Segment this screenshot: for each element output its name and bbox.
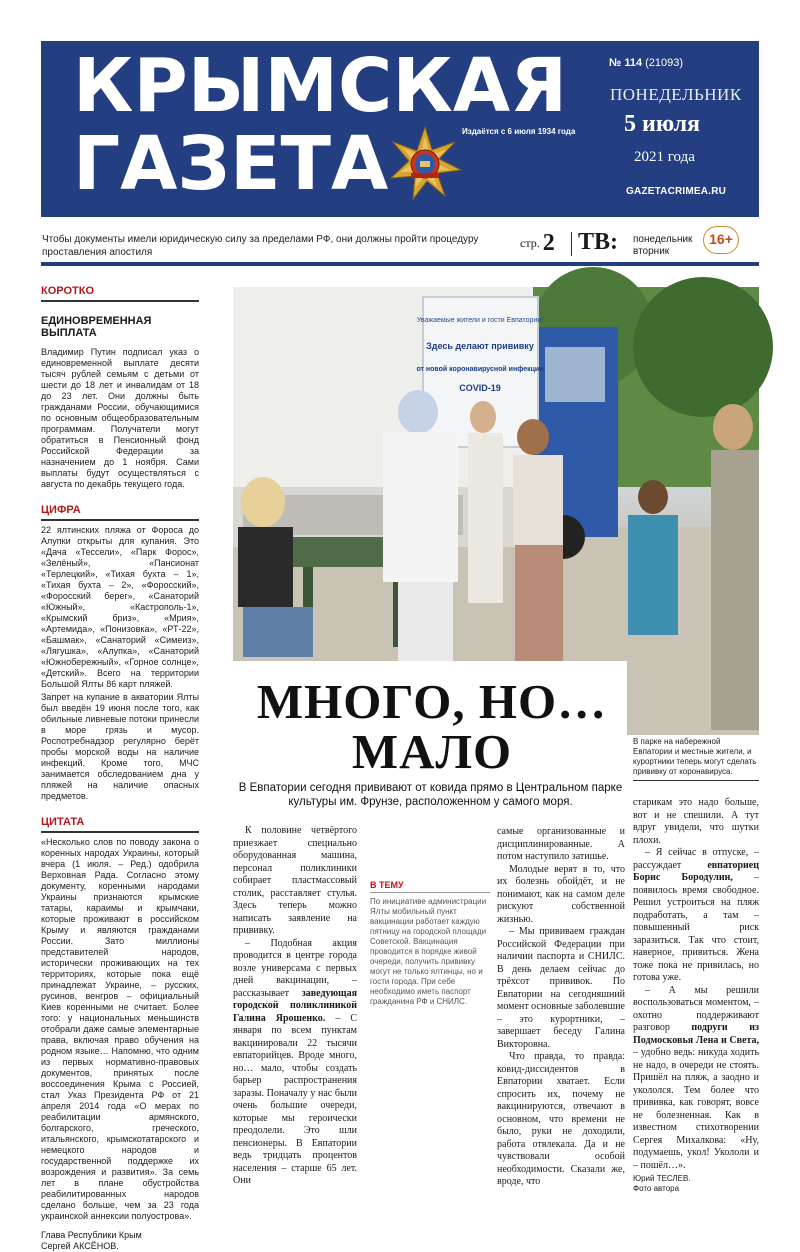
- article-column-2: самые организованные и дисциплинированные. А потом наступило затишье. Молодые верят в то, что их болезнь обойдёт, и не понимают, как на самом деле рискуют собственной жизнью. – Мы прививаем граждан Российской Федерации при наличии паспорта и СНИЛС. В день делаем сейчас до трёхсот прививок. По Евпатории на сегодняшний момент основные заболевшие – это курортники, – завершает беседу Галина Викторовна. Что правда, то правда: ковид-диссидентов в Евпатории хватает. Если спросить их, почему не вакцинируются, отвечают в основном, что времени не было, руки не доходили, работа отвлекала. Да и не чувствовали особой необходимости. Сказали же, вроде, что: [497, 826, 625, 1187]
- page-reference[interactable]: стр. 2: [520, 230, 555, 256]
- banner-line-1: Уважаемые жители и гости Евпатории!: [416, 317, 544, 324]
- tv-label[interactable]: ТВ:: [578, 229, 619, 255]
- banner-line-2: Здесь делают прививку: [426, 341, 534, 351]
- age-rating-badge: 16+: [703, 226, 739, 254]
- order-star-emblem-icon: [386, 125, 464, 203]
- section-label-citata: ЦИТАТА: [41, 816, 199, 833]
- issue-date: 5 июля: [624, 111, 701, 137]
- tv-days[interactable]: [633, 234, 692, 258]
- newspaper-title-line1: КРЫМСКАЯ: [73, 43, 568, 129]
- website-link[interactable]: GAZETACRIMEA.RU: [626, 186, 727, 197]
- sidebar-box-v-temu: [370, 880, 490, 1007]
- article-column-3: старикам это надо больше, вот и не спешили. А тут вдруг увидели, что шутки плохи. – Я сейчас в отпуске, – рассуждает евпаториец Борис Бородулин, – появилось время свободное. Решил устроиться на пляж подработать, а там – повышенный риск заразиться. Так что стоит, наверное, привиться. Жена тоже пока не привилась, но готова уже. – А мы решили воспользоваться моментом, – охотно поддерживают разговор подруги из Подмосковья Лена и Света, – удобно ведь: никуда ходить не надо, в очереди не стоять. Пришёл на пляж, а заодно и укололся. Тем более что прививка, как говорят, вовсе не болезненная. Как в известном стихотворении Сергея Михалкова: «Ну, подумаешь, укол! Укололи и – пошёл…». Юрий ТЕСЛЕВ. Фото автора: [633, 797, 760, 1193]
- section-label-cifra: ЦИФРА: [41, 504, 199, 521]
- sidebar: [41, 285, 199, 1252]
- tv-day-tuesday: вторник: [633, 246, 670, 257]
- section-label-korotko: КОРОТКО: [41, 285, 199, 302]
- divider: [571, 232, 572, 256]
- section-subtitle: ЕДИНОВРЕМЕННАЯ ВЫПЛАТА: [41, 315, 152, 339]
- banner-line-4: COVID-19: [459, 383, 501, 393]
- divider: [633, 780, 759, 781]
- headline: МНОГО, НО… МАЛО: [256, 674, 608, 779]
- header-rule: [41, 262, 759, 266]
- v-temu-label: В ТЕМУ: [370, 880, 490, 893]
- banner-line-3: от новой коронавирусной инфекции: [416, 366, 544, 373]
- weekday: ПОНЕДЕЛЬНИК: [610, 85, 742, 104]
- issue-year: 2021 года: [634, 149, 695, 165]
- photo-credit: Фото автора: [633, 1184, 680, 1193]
- established-date: Издаётся с 6 июля 1934 года: [462, 127, 576, 136]
- author-name: Юрий ТЕСЛЕВ.: [633, 1174, 691, 1183]
- cifra-text-1: 22 ялтинских пляжа от Фороса до Алупки открыты для купания. Это «Дача «Тессели», «Парк Форос», «Зелёный», «Пансионат «Терлецкий», «Тихая бухта – 1», «Тихая бухта – 2», «Форосский», «Форосский берег», «Санаторий «Южный», «Кастрополь-1», «Крымский бриз», «Мрия», «Артемида», «Понизовка», «РТ-22», «Башмак», «Санаторий «Симеиз», «Лягушка», «Алупка», «Санаторий «Южнобережный», «Горное солнце», «Детский». Всего на территории Большой Ялты 86 карт пляжей.: [41, 525, 199, 689]
- photo-caption: В парке на набережной Евпатории и местные жители, и курортники теперь могут сделать прививку от коронавируса.: [633, 737, 757, 776]
- article-column-1: К половине четвёртого приезжает специально оборудованная машина, персонал поликлиники собирает пластмассовый столик, расставляет стулья. Здесь теперь можно написать заявление на прививку. – Подобная акция проводится в центре города возле универсама с первых дней вакцинации, – рассказывает заведующая городской поликлиникой Галина Ярошенко. – С января по всем пунктам вакцинировали 22 тысячи евпаторийцев. Вроде много, но… мало, чтобы создать барьер распространения заразы. Поначалу у нас были очень большие очереди, которые мы героически преодолели. Это шли пенсионеры. В Евпатории ведь тридцать процентов населения – старше 65 лет. Они: [233, 825, 358, 1186]
- news-brief-text: Владимир Путин подписал указ о единовременной выплате десяти тысяч рублей семьям с детьми от шести до 18 лет и инвалидам от 18 до 23 лет. Они должны быть гражданами России, обучающимися по основным общеобразовательным программам. Получатели могут обратиться в Пенсионный фонд Российской Федерации за назначением до 1 ноября. Сами выплаты будут осуществляться с августа по декабрь текущего года.: [41, 347, 199, 489]
- v-temu-text: По инициативе администрации Ялты мобильный пункт вакцинации работает каждую пятницу на городской площади Советской. Вакцинация проводится в порядке живой очереди, получить прививку могут не только ялтинцы, но и гости города. При себе необходимо иметь паспорт гражданина РФ и СНИЛС.: [370, 897, 487, 1006]
- quote-signature: Глава Республики Крым Сергей АКСЁНОВ.: [41, 1230, 142, 1251]
- page-teaser[interactable]: Чтобы документы имели юридическую силу за пределами РФ, они должны пройти процедуру проставления апостиля: [42, 234, 479, 258]
- newspaper-title-line2: ГАЗЕТА: [73, 121, 389, 207]
- masthead: [41, 41, 759, 217]
- article-lead: В Евпатории сегодня прививают от ковида прямо в Центральном парке культуры им. Фрунзе, расположенном у самого моря.: [238, 782, 623, 808]
- tv-day-monday: понедельник: [633, 234, 693, 245]
- cifra-text-2: Запрет на купание в акватории Ялты был введён 19 июня после того, как обильные ливневые потоки принесли в море грязь и мусор. Роспотребнадзор регулярно берёт пробы морской воды на наличие инфекций. Кроме того, МЧС занимается обследованием дна у пляжей на наличие опасных предметов.: [41, 692, 199, 801]
- issue-number: № 114 (21093): [609, 57, 684, 69]
- quote-text: «Несколько слов по поводу закона о коренных народах Украины, который вчера (1 июля. – Ред.) одобрила Верховная Рада. Согласно этому документу, коренными народами Украины признаются крымские татары, караимы и крымчаки, которые проживают в российском Крыму и являются гражданами России. Зато миллионы представителей народов, исторически проживающих на тех территориях, которые пока ещё принадлежат Украине, – русских, русинов, венгров – официальный Киев коренными не считает. Более того: у национальных меньшинств отобрали даже самые элементарные права, включая право обучения на родном языке… Напомню, что одним из первых нормативно-правовых документов, принятых после воссоединения Крыма с Россией, стал Указ Президента РФ от 21 апреля 2014 года «О мерах по реабилитации армянского, болгарского, греческого, итальянского, крымскотатарского и немецкого народов и государственной поддержке их возрождения и развития». За семь лет в плане обустройства реабилитированных народов сделано больше, чем за 23 года украинской аннексии полуострова».: [41, 837, 199, 1221]
